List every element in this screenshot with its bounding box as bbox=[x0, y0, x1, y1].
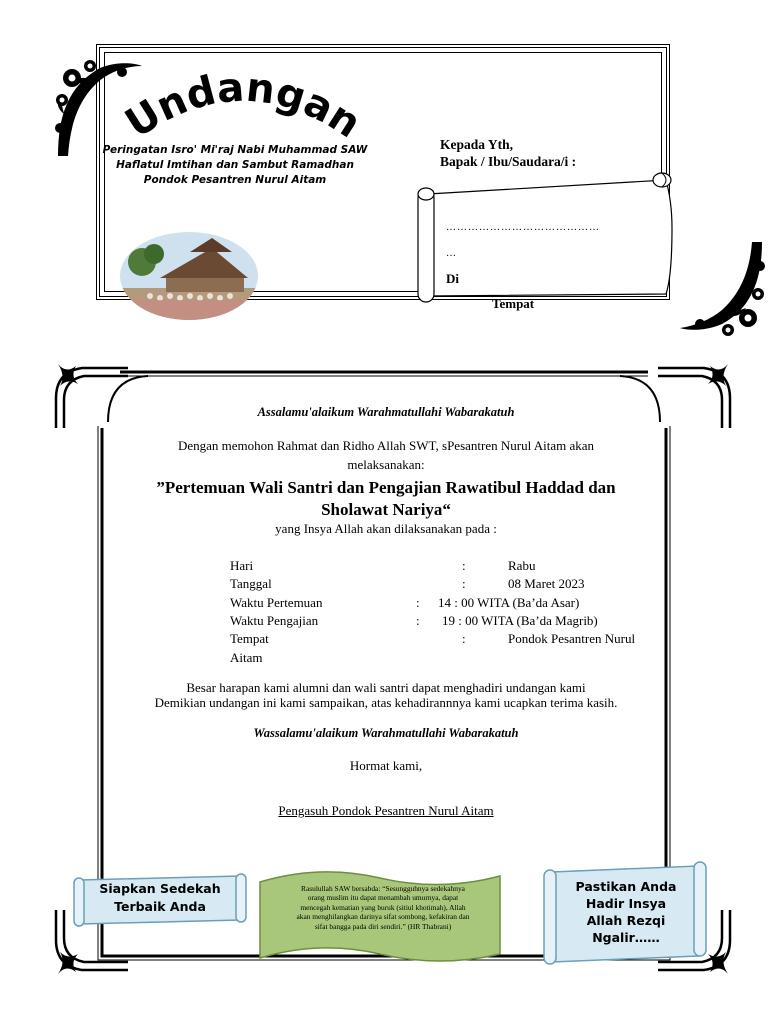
mosque-photo bbox=[120, 232, 258, 320]
detail-colon-tempat: : bbox=[462, 631, 466, 646]
recipient-name-dots: …………………………………… bbox=[446, 222, 600, 233]
floral-corner-right-icon bbox=[676, 238, 768, 338]
right-banner-line-3: Allah Rezqi bbox=[586, 913, 666, 928]
detail-label-waktu-pertemuan: Waktu Pertemuan bbox=[230, 595, 323, 610]
detail-value-waktu-pengajian: 19 : 00 WITA (Ba’da Magrib) bbox=[442, 613, 598, 628]
detail-label-waktu-pengajian: Waktu Pengajian bbox=[230, 613, 319, 628]
subtitle-line-3: Pondok Pesantren Nurul Aitam bbox=[143, 174, 327, 186]
intro-line-2: melaksanakan: bbox=[347, 457, 425, 472]
recipient-tempat: Tempat bbox=[492, 296, 535, 311]
detail-label-tempat: Tempat bbox=[230, 631, 269, 646]
detail-colon-waktu-pertemuan: : bbox=[416, 595, 420, 610]
right-banner-text bbox=[556, 878, 696, 946]
signature: Pengasuh Pondok Pesantren Nurul Aitam bbox=[278, 803, 494, 818]
closing-line-2: Demikian undangan ini kami sampaikan, atas kehadirannnya kami ucapkan terima kasih. bbox=[154, 695, 618, 710]
farewell: Wassalamu'alaikum Warahmatullahi Wabarakatuh bbox=[253, 726, 519, 740]
closing-line-1: Besar harapan kami alumni dan wali santri dapat menghadiri undangan kami bbox=[186, 680, 586, 695]
recipient-heading bbox=[440, 136, 576, 170]
detail-value-tempat: Pondok Pesantren Nurul bbox=[508, 631, 636, 646]
subtitle-line-2: Haflatul Imtihan dan Sambut Ramadhan bbox=[116, 159, 354, 171]
detail-label-hari: Hari bbox=[230, 558, 254, 573]
detail-value-tempat-wrap: Aitam bbox=[230, 650, 263, 665]
intro-line-3: yang Insya Allah akan dilaksanakan pada : bbox=[275, 521, 497, 536]
ornament-corner-top-left-icon bbox=[50, 358, 130, 430]
detail-label-tanggal: Tanggal bbox=[230, 576, 272, 591]
recipient-salutation: Bapak / Ibu/Saudara/i : bbox=[440, 154, 577, 169]
detail-colon-tanggal: : bbox=[462, 576, 466, 591]
left-banner-text bbox=[84, 880, 236, 916]
event-title-line-1: ”Pertemuan Wali Santri dan Pengajian Rawatibul Haddad dan bbox=[156, 478, 616, 497]
detail-value-waktu-pertemuan: 14 : 00 WITA (Ba’da Asar) bbox=[438, 595, 580, 610]
regards: Hormat kami, bbox=[349, 758, 423, 773]
recipient-to-line: Kepada Yth, bbox=[440, 137, 514, 152]
right-banner-line-4: Ngalir…… bbox=[592, 930, 660, 945]
left-banner-line-2: Terbaik Anda bbox=[114, 899, 206, 914]
detail-colon-hari: : bbox=[462, 558, 466, 573]
recipient-di: Di bbox=[446, 271, 459, 286]
greeting: Assalamu'alaikum Warahmatullahi Wabarakatuh bbox=[257, 405, 515, 419]
detail-colon-waktu-pengajian: : bbox=[416, 613, 420, 628]
intro-line-1: Dengan memohon Rahmat dan Ridho Allah SWT, sPesantren Nurul Aitam akan bbox=[177, 438, 595, 453]
detail-value-tanggal: 08 Maret 2023 bbox=[508, 576, 585, 591]
right-banner-line-1: Pastikan Anda bbox=[575, 879, 677, 894]
detail-value-hari: Rabu bbox=[508, 558, 536, 573]
svg-text:Undangan: Undangan bbox=[117, 66, 369, 148]
recipient-name-dots-2: … bbox=[446, 248, 457, 259]
hadith-text: Rasulullah SAW bersabda: “Sesungguhnya sedekahnya orang muslim itu dapat menambah umurnya, dapat mencegah kematian yang buruk (sitiul khotimah), Allah akan menghilangkan darinya sifat sombong, kefakiran dan sifat bangga pada diri sendiri.” (HR Thabrani) bbox=[296, 884, 470, 931]
ornament-corner-top-right-icon bbox=[656, 358, 736, 430]
subtitle-line-1: Peringatan Isro' Mi'raj Nabi Muhammad SAW bbox=[102, 144, 368, 156]
right-banner-line-2: Hadir Insya bbox=[585, 896, 667, 911]
event-title-line-2: Sholawat Nariya“ bbox=[321, 500, 451, 519]
left-banner-line-1: Siapkan Sedekah bbox=[99, 881, 221, 896]
